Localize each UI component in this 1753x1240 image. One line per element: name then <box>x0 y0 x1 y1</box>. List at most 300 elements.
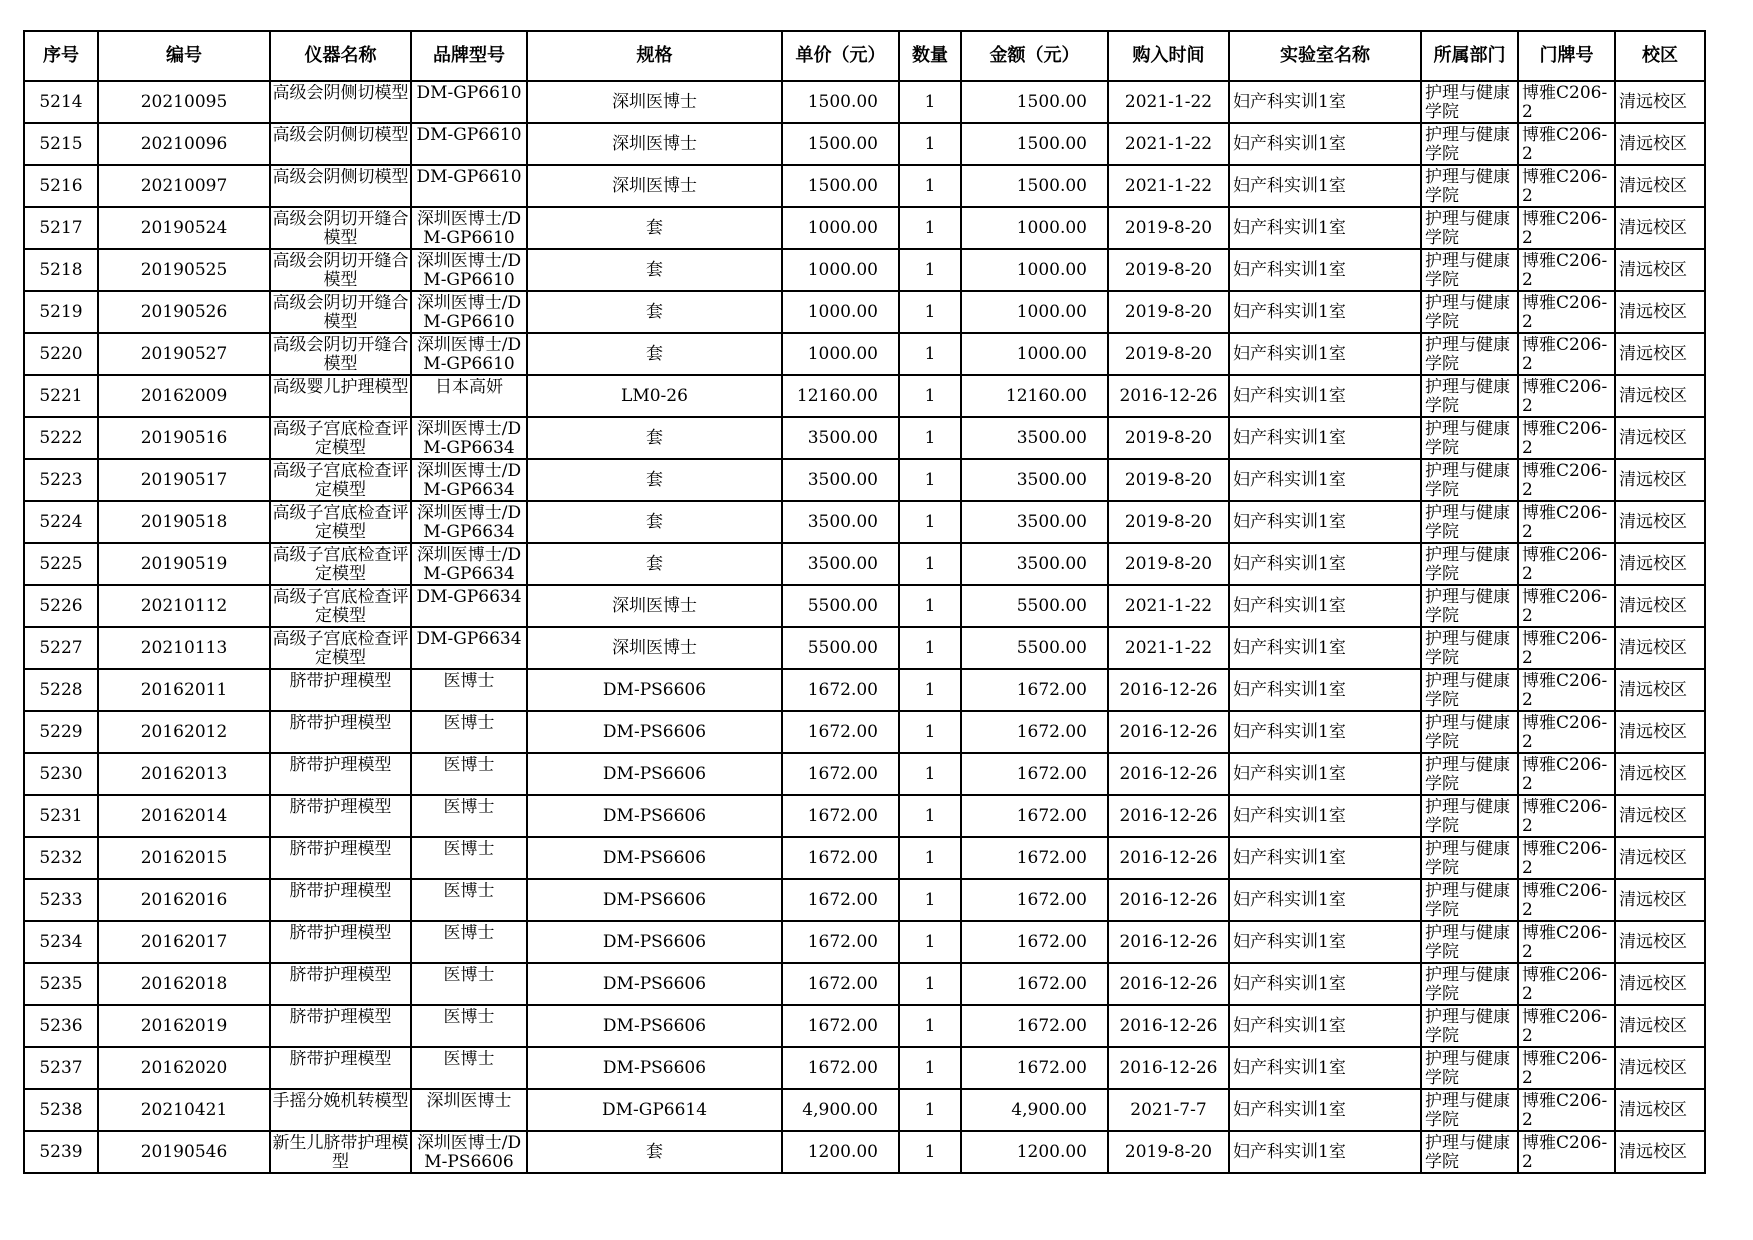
cell-code: 20190517 <box>98 459 270 501</box>
cell-purchase-date: 2016-12-26 <box>1108 753 1229 795</box>
cell-room-number <box>1518 81 1615 123</box>
cell-amount: 1672.00 <box>961 921 1108 963</box>
cell-campus: 清远校区 <box>1615 501 1705 543</box>
cell-lab-name: 妇产科实训1室 <box>1229 627 1421 669</box>
cell-department-text: 护理与健康学院 <box>1425 546 1510 582</box>
cell-room-number-text: 博雅C206-2 <box>1522 504 1608 540</box>
cell-department-text: 护理与健康学院 <box>1425 1092 1510 1128</box>
cell-spec: 深圳医博士 <box>527 165 782 207</box>
cell-lab-name: 妇产科实训1室 <box>1229 837 1421 879</box>
cell-quantity: 1 <box>899 417 961 459</box>
cell-department-text: 护理与健康学院 <box>1425 252 1510 288</box>
cell-instrument-name-text: 高级子宫底检查评定模型 <box>272 462 409 498</box>
cell-spec: 套 <box>527 459 782 501</box>
cell-room-number-text: 博雅C206-2 <box>1522 420 1608 456</box>
cell-amount: 1672.00 <box>961 1005 1108 1047</box>
cell-campus: 清远校区 <box>1615 81 1705 123</box>
cell-department-text: 护理与健康学院 <box>1425 798 1510 834</box>
cell-code: 20190516 <box>98 417 270 459</box>
cell-code: 20210113 <box>98 627 270 669</box>
cell-department-text: 护理与健康学院 <box>1425 168 1510 204</box>
cell-brand-model <box>411 1089 527 1131</box>
cell-purchase-date: 2016-12-26 <box>1108 711 1229 753</box>
cell-instrument-name-text: 高级子宫底检查评定模型 <box>272 420 409 456</box>
cell-code: 20190524 <box>98 207 270 249</box>
cell-room-number <box>1518 1005 1615 1047</box>
table-body <box>24 81 1705 1173</box>
cell-campus: 清远校区 <box>1615 375 1705 417</box>
table-row <box>24 165 1705 207</box>
cell-brand-model <box>411 81 527 123</box>
cell-purchase-date: 2021-1-22 <box>1108 123 1229 165</box>
col-header-department: 所属部门 <box>1421 31 1518 81</box>
cell-brand-model-text: DM-GP6610 <box>416 126 522 145</box>
cell-campus: 清远校区 <box>1615 123 1705 165</box>
cell-quantity: 1 <box>899 459 961 501</box>
col-header-room-number: 门牌号 <box>1518 31 1615 81</box>
cell-code: 20190526 <box>98 291 270 333</box>
cell-purchase-date: 2016-12-26 <box>1108 669 1229 711</box>
cell-campus: 清远校区 <box>1615 585 1705 627</box>
cell-code: 20162013 <box>98 753 270 795</box>
table-row <box>24 963 1705 1005</box>
cell-department <box>1421 585 1518 627</box>
table-row <box>24 795 1705 837</box>
cell-brand-model-text: 深圳医博士/DM-GP6610 <box>416 294 522 330</box>
cell-campus: 清远校区 <box>1615 879 1705 921</box>
col-header-quantity: 数量 <box>899 31 961 81</box>
cell-campus: 清远校区 <box>1615 333 1705 375</box>
cell-campus: 清远校区 <box>1615 1089 1705 1131</box>
cell-brand-model <box>411 207 527 249</box>
cell-brand-model-text: 深圳医博士 <box>426 1092 512 1111</box>
cell-room-number-text: 博雅C206-2 <box>1522 84 1608 120</box>
cell-campus: 清远校区 <box>1615 249 1705 291</box>
cell-room-number <box>1518 1047 1615 1089</box>
cell-instrument-name-text: 脐带护理模型 <box>289 840 392 859</box>
cell-brand-model-text: 深圳医博士/DM-GP6634 <box>416 504 522 540</box>
cell-amount: 1000.00 <box>961 207 1108 249</box>
cell-brand-model <box>411 459 527 501</box>
cell-spec: LM0-26 <box>527 375 782 417</box>
cell-room-number <box>1518 1131 1615 1173</box>
cell-index: 5229 <box>24 711 98 753</box>
cell-code: 20162015 <box>98 837 270 879</box>
cell-brand-model <box>411 879 527 921</box>
cell-brand-model-text: DM-GP6610 <box>416 168 522 187</box>
cell-unit-price: 1672.00 <box>782 753 899 795</box>
cell-purchase-date: 2019-8-20 <box>1108 207 1229 249</box>
cell-index: 5228 <box>24 669 98 711</box>
cell-quantity: 1 <box>899 837 961 879</box>
cell-instrument-name <box>270 1131 411 1173</box>
cell-brand-model-text: 医博士 <box>443 672 495 691</box>
cell-unit-price: 1500.00 <box>782 123 899 165</box>
cell-room-number <box>1518 753 1615 795</box>
col-header-index: 序号 <box>24 31 98 81</box>
cell-purchase-date: 2019-8-20 <box>1108 1131 1229 1173</box>
cell-unit-price: 3500.00 <box>782 459 899 501</box>
cell-instrument-name-text: 脐带护理模型 <box>289 882 392 901</box>
cell-code: 20190527 <box>98 333 270 375</box>
cell-instrument-name-text: 脐带护理模型 <box>289 966 392 985</box>
cell-spec: DM-PS6606 <box>527 711 782 753</box>
cell-amount: 1000.00 <box>961 333 1108 375</box>
cell-instrument-name <box>270 333 411 375</box>
cell-room-number <box>1518 501 1615 543</box>
cell-room-number-text: 博雅C206-2 <box>1522 378 1608 414</box>
cell-room-number-text: 博雅C206-2 <box>1522 630 1608 666</box>
cell-lab-name: 妇产科实训1室 <box>1229 417 1421 459</box>
cell-unit-price: 5500.00 <box>782 585 899 627</box>
cell-instrument-name <box>270 459 411 501</box>
cell-instrument-name-text: 高级会阴切开缝合模型 <box>272 294 409 330</box>
cell-campus: 清远校区 <box>1615 963 1705 1005</box>
cell-amount: 3500.00 <box>961 501 1108 543</box>
cell-department-text: 护理与健康学院 <box>1425 126 1510 162</box>
cell-unit-price: 1672.00 <box>782 879 899 921</box>
cell-index: 5234 <box>24 921 98 963</box>
cell-brand-model-text: 医博士 <box>443 840 495 859</box>
cell-department <box>1421 291 1518 333</box>
cell-amount: 3500.00 <box>961 459 1108 501</box>
cell-campus: 清远校区 <box>1615 1131 1705 1173</box>
cell-department <box>1421 963 1518 1005</box>
cell-code: 20190519 <box>98 543 270 585</box>
cell-instrument-name-text: 高级会阴侧切模型 <box>272 126 409 145</box>
cell-lab-name: 妇产科实训1室 <box>1229 879 1421 921</box>
cell-department-text: 护理与健康学院 <box>1425 714 1510 750</box>
cell-department <box>1421 459 1518 501</box>
cell-code: 20162020 <box>98 1047 270 1089</box>
cell-purchase-date: 2021-1-22 <box>1108 627 1229 669</box>
cell-brand-model <box>411 1005 527 1047</box>
cell-spec: DM-PS6606 <box>527 669 782 711</box>
cell-brand-model <box>411 753 527 795</box>
table-row <box>24 921 1705 963</box>
cell-purchase-date: 2021-1-22 <box>1108 585 1229 627</box>
cell-room-number-text: 博雅C206-2 <box>1522 966 1608 1002</box>
cell-index: 5230 <box>24 753 98 795</box>
cell-room-number-text: 博雅C206-2 <box>1522 714 1608 750</box>
cell-quantity: 1 <box>899 753 961 795</box>
cell-brand-model <box>411 585 527 627</box>
table-row <box>24 333 1705 375</box>
cell-brand-model <box>411 627 527 669</box>
table-row <box>24 459 1705 501</box>
cell-lab-name: 妇产科实训1室 <box>1229 165 1421 207</box>
cell-instrument-name-text: 新生儿脐带护理模型 <box>272 1134 409 1170</box>
cell-department <box>1421 669 1518 711</box>
cell-lab-name: 妇产科实训1室 <box>1229 1131 1421 1173</box>
cell-amount: 1672.00 <box>961 837 1108 879</box>
cell-index: 5220 <box>24 333 98 375</box>
col-header-spec: 规格 <box>527 31 782 81</box>
cell-brand-model-text: 深圳医博士/DM-GP6634 <box>416 546 522 582</box>
cell-brand-model <box>411 375 527 417</box>
cell-department-text: 护理与健康学院 <box>1425 924 1510 960</box>
cell-quantity: 1 <box>899 585 961 627</box>
cell-index: 5222 <box>24 417 98 459</box>
cell-department-text: 护理与健康学院 <box>1425 210 1510 246</box>
cell-campus: 清远校区 <box>1615 711 1705 753</box>
equipment-table <box>23 30 1706 1174</box>
cell-quantity: 1 <box>899 669 961 711</box>
cell-lab-name: 妇产科实训1室 <box>1229 753 1421 795</box>
cell-quantity: 1 <box>899 711 961 753</box>
cell-room-number-text: 博雅C206-2 <box>1522 1092 1608 1128</box>
cell-instrument-name <box>270 837 411 879</box>
cell-index: 5231 <box>24 795 98 837</box>
cell-amount: 4,900.00 <box>961 1089 1108 1131</box>
cell-unit-price: 1000.00 <box>782 333 899 375</box>
table-row <box>24 81 1705 123</box>
cell-room-number-text: 博雅C206-2 <box>1522 294 1608 330</box>
cell-spec: 深圳医博士 <box>527 123 782 165</box>
col-header-instrument-name: 仪器名称 <box>270 31 411 81</box>
cell-spec: DM-PS6606 <box>527 1005 782 1047</box>
col-header-code: 编号 <box>98 31 270 81</box>
cell-department <box>1421 1047 1518 1089</box>
cell-lab-name: 妇产科实训1室 <box>1229 291 1421 333</box>
cell-purchase-date: 2016-12-26 <box>1108 879 1229 921</box>
cell-department-text: 护理与健康学院 <box>1425 294 1510 330</box>
cell-quantity: 1 <box>899 543 961 585</box>
cell-department-text: 护理与健康学院 <box>1425 756 1510 792</box>
cell-instrument-name-text: 高级会阴侧切模型 <box>272 84 409 103</box>
cell-amount: 1672.00 <box>961 669 1108 711</box>
cell-brand-model <box>411 165 527 207</box>
cell-index: 5232 <box>24 837 98 879</box>
cell-lab-name: 妇产科实训1室 <box>1229 1089 1421 1131</box>
cell-spec: 套 <box>527 501 782 543</box>
cell-instrument-name <box>270 963 411 1005</box>
table-row <box>24 417 1705 459</box>
cell-room-number <box>1518 1089 1615 1131</box>
cell-campus: 清远校区 <box>1615 165 1705 207</box>
cell-campus: 清远校区 <box>1615 291 1705 333</box>
cell-instrument-name <box>270 1047 411 1089</box>
cell-quantity: 1 <box>899 879 961 921</box>
cell-room-number <box>1518 333 1615 375</box>
cell-instrument-name-text: 脐带护理模型 <box>289 1050 392 1069</box>
cell-spec: DM-PS6606 <box>527 879 782 921</box>
cell-department <box>1421 627 1518 669</box>
cell-room-number-text: 博雅C206-2 <box>1522 210 1608 246</box>
cell-purchase-date: 2019-8-20 <box>1108 543 1229 585</box>
cell-department <box>1421 921 1518 963</box>
cell-purchase-date: 2019-8-20 <box>1108 249 1229 291</box>
cell-campus: 清远校区 <box>1615 795 1705 837</box>
cell-instrument-name <box>270 165 411 207</box>
cell-room-number <box>1518 459 1615 501</box>
cell-quantity: 1 <box>899 1131 961 1173</box>
cell-amount: 1200.00 <box>961 1131 1108 1173</box>
cell-room-number-text: 博雅C206-2 <box>1522 1134 1608 1170</box>
cell-instrument-name-text: 脐带护理模型 <box>289 672 392 691</box>
cell-brand-model <box>411 963 527 1005</box>
cell-room-number-text: 博雅C206-2 <box>1522 588 1608 624</box>
cell-unit-price: 1672.00 <box>782 837 899 879</box>
cell-room-number <box>1518 711 1615 753</box>
cell-instrument-name-text: 脐带护理模型 <box>289 924 392 943</box>
cell-quantity: 1 <box>899 963 961 1005</box>
cell-instrument-name-text: 高级会阴切开缝合模型 <box>272 210 409 246</box>
cell-brand-model-text: 深圳医博士/DM-GP6610 <box>416 210 522 246</box>
cell-quantity: 1 <box>899 501 961 543</box>
cell-instrument-name-text: 脐带护理模型 <box>289 714 392 733</box>
cell-department <box>1421 165 1518 207</box>
cell-lab-name: 妇产科实训1室 <box>1229 921 1421 963</box>
cell-department <box>1421 81 1518 123</box>
cell-department <box>1421 879 1518 921</box>
cell-brand-model-text: 医博士 <box>443 1050 495 1069</box>
cell-instrument-name-text: 高级会阴切开缝合模型 <box>272 336 409 372</box>
cell-amount: 1672.00 <box>961 963 1108 1005</box>
cell-brand-model-text: DM-GP6610 <box>416 84 522 103</box>
cell-index: 5235 <box>24 963 98 1005</box>
cell-instrument-name <box>270 921 411 963</box>
cell-brand-model <box>411 501 527 543</box>
cell-unit-price: 3500.00 <box>782 501 899 543</box>
cell-code: 20162016 <box>98 879 270 921</box>
cell-lab-name: 妇产科实训1室 <box>1229 963 1421 1005</box>
cell-amount: 1000.00 <box>961 249 1108 291</box>
cell-room-number <box>1518 795 1615 837</box>
cell-index: 5214 <box>24 81 98 123</box>
cell-quantity: 1 <box>899 1047 961 1089</box>
cell-brand-model <box>411 417 527 459</box>
cell-unit-price: 1200.00 <box>782 1131 899 1173</box>
cell-code: 20210096 <box>98 123 270 165</box>
cell-amount: 5500.00 <box>961 585 1108 627</box>
cell-room-number <box>1518 585 1615 627</box>
cell-lab-name: 妇产科实训1室 <box>1229 1005 1421 1047</box>
cell-instrument-name-text: 脐带护理模型 <box>289 756 392 775</box>
cell-index: 5233 <box>24 879 98 921</box>
cell-quantity: 1 <box>899 81 961 123</box>
cell-unit-price: 12160.00 <box>782 375 899 417</box>
cell-brand-model-text: 医博士 <box>443 1008 495 1027</box>
cell-instrument-name <box>270 123 411 165</box>
cell-campus: 清远校区 <box>1615 417 1705 459</box>
cell-campus: 清远校区 <box>1615 1047 1705 1089</box>
cell-department-text: 护理与健康学院 <box>1425 966 1510 1002</box>
cell-brand-model-text: 深圳医博士/DM-GP6610 <box>416 336 522 372</box>
cell-index: 5221 <box>24 375 98 417</box>
cell-instrument-name <box>270 879 411 921</box>
cell-instrument-name <box>270 627 411 669</box>
cell-instrument-name <box>270 669 411 711</box>
cell-lab-name: 妇产科实训1室 <box>1229 81 1421 123</box>
cell-instrument-name-text: 手摇分娩机转模型 <box>272 1092 409 1111</box>
cell-index: 5226 <box>24 585 98 627</box>
cell-code: 20190546 <box>98 1131 270 1173</box>
cell-department-text: 护理与健康学院 <box>1425 378 1510 414</box>
cell-room-number-text: 博雅C206-2 <box>1522 252 1608 288</box>
cell-room-number-text: 博雅C206-2 <box>1522 756 1608 792</box>
cell-instrument-name <box>270 585 411 627</box>
cell-spec: DM-PS6606 <box>527 837 782 879</box>
table-row <box>24 207 1705 249</box>
cell-brand-model-text: 医博士 <box>443 756 495 775</box>
cell-code: 20162018 <box>98 963 270 1005</box>
table-row <box>24 627 1705 669</box>
cell-instrument-name-text: 高级会阴侧切模型 <box>272 168 409 187</box>
cell-unit-price: 1000.00 <box>782 291 899 333</box>
cell-brand-model <box>411 249 527 291</box>
cell-unit-price: 1672.00 <box>782 795 899 837</box>
cell-quantity: 1 <box>899 291 961 333</box>
cell-purchase-date: 2016-12-26 <box>1108 795 1229 837</box>
cell-lab-name: 妇产科实训1室 <box>1229 501 1421 543</box>
cell-index: 5215 <box>24 123 98 165</box>
cell-quantity: 1 <box>899 1089 961 1131</box>
cell-amount: 12160.00 <box>961 375 1108 417</box>
cell-index: 5223 <box>24 459 98 501</box>
cell-index: 5224 <box>24 501 98 543</box>
cell-instrument-name <box>270 1089 411 1131</box>
cell-quantity: 1 <box>899 795 961 837</box>
cell-department-text: 护理与健康学院 <box>1425 462 1510 498</box>
cell-room-number-text: 博雅C206-2 <box>1522 1050 1608 1086</box>
cell-campus: 清远校区 <box>1615 543 1705 585</box>
cell-amount: 1672.00 <box>961 1047 1108 1089</box>
cell-quantity: 1 <box>899 375 961 417</box>
cell-campus: 清远校区 <box>1615 627 1705 669</box>
cell-spec: DM-PS6606 <box>527 753 782 795</box>
cell-campus: 清远校区 <box>1615 921 1705 963</box>
cell-spec: 深圳医博士 <box>527 81 782 123</box>
cell-purchase-date: 2019-8-20 <box>1108 501 1229 543</box>
table-row <box>24 1089 1705 1131</box>
cell-purchase-date: 2019-8-20 <box>1108 459 1229 501</box>
cell-room-number <box>1518 207 1615 249</box>
cell-brand-model-text: 医博士 <box>443 924 495 943</box>
cell-amount: 1672.00 <box>961 753 1108 795</box>
cell-spec: DM-PS6606 <box>527 1047 782 1089</box>
cell-department <box>1421 123 1518 165</box>
cell-brand-model <box>411 543 527 585</box>
cell-purchase-date: 2019-8-20 <box>1108 417 1229 459</box>
cell-room-number <box>1518 837 1615 879</box>
cell-unit-price: 4,900.00 <box>782 1089 899 1131</box>
cell-amount: 1500.00 <box>961 165 1108 207</box>
cell-room-number <box>1518 375 1615 417</box>
cell-purchase-date: 2016-12-26 <box>1108 1005 1229 1047</box>
cell-quantity: 1 <box>899 921 961 963</box>
cell-room-number-text: 博雅C206-2 <box>1522 126 1608 162</box>
cell-spec: 深圳医博士 <box>527 627 782 669</box>
cell-department <box>1421 207 1518 249</box>
cell-department-text: 护理与健康学院 <box>1425 84 1510 120</box>
cell-spec: 套 <box>527 333 782 375</box>
cell-purchase-date: 2021-1-22 <box>1108 81 1229 123</box>
cell-spec: 套 <box>527 543 782 585</box>
cell-purchase-date: 2021-1-22 <box>1108 165 1229 207</box>
cell-room-number-text: 博雅C206-2 <box>1522 924 1608 960</box>
cell-code: 20162019 <box>98 1005 270 1047</box>
table-row <box>24 501 1705 543</box>
cell-unit-price: 1672.00 <box>782 711 899 753</box>
cell-brand-model-text: 医博士 <box>443 966 495 985</box>
cell-lab-name: 妇产科实训1室 <box>1229 375 1421 417</box>
cell-unit-price: 1500.00 <box>782 165 899 207</box>
cell-room-number-text: 博雅C206-2 <box>1522 882 1608 918</box>
cell-room-number <box>1518 543 1615 585</box>
cell-room-number-text: 博雅C206-2 <box>1522 546 1608 582</box>
cell-brand-model-text: 日本高妍 <box>435 378 503 397</box>
